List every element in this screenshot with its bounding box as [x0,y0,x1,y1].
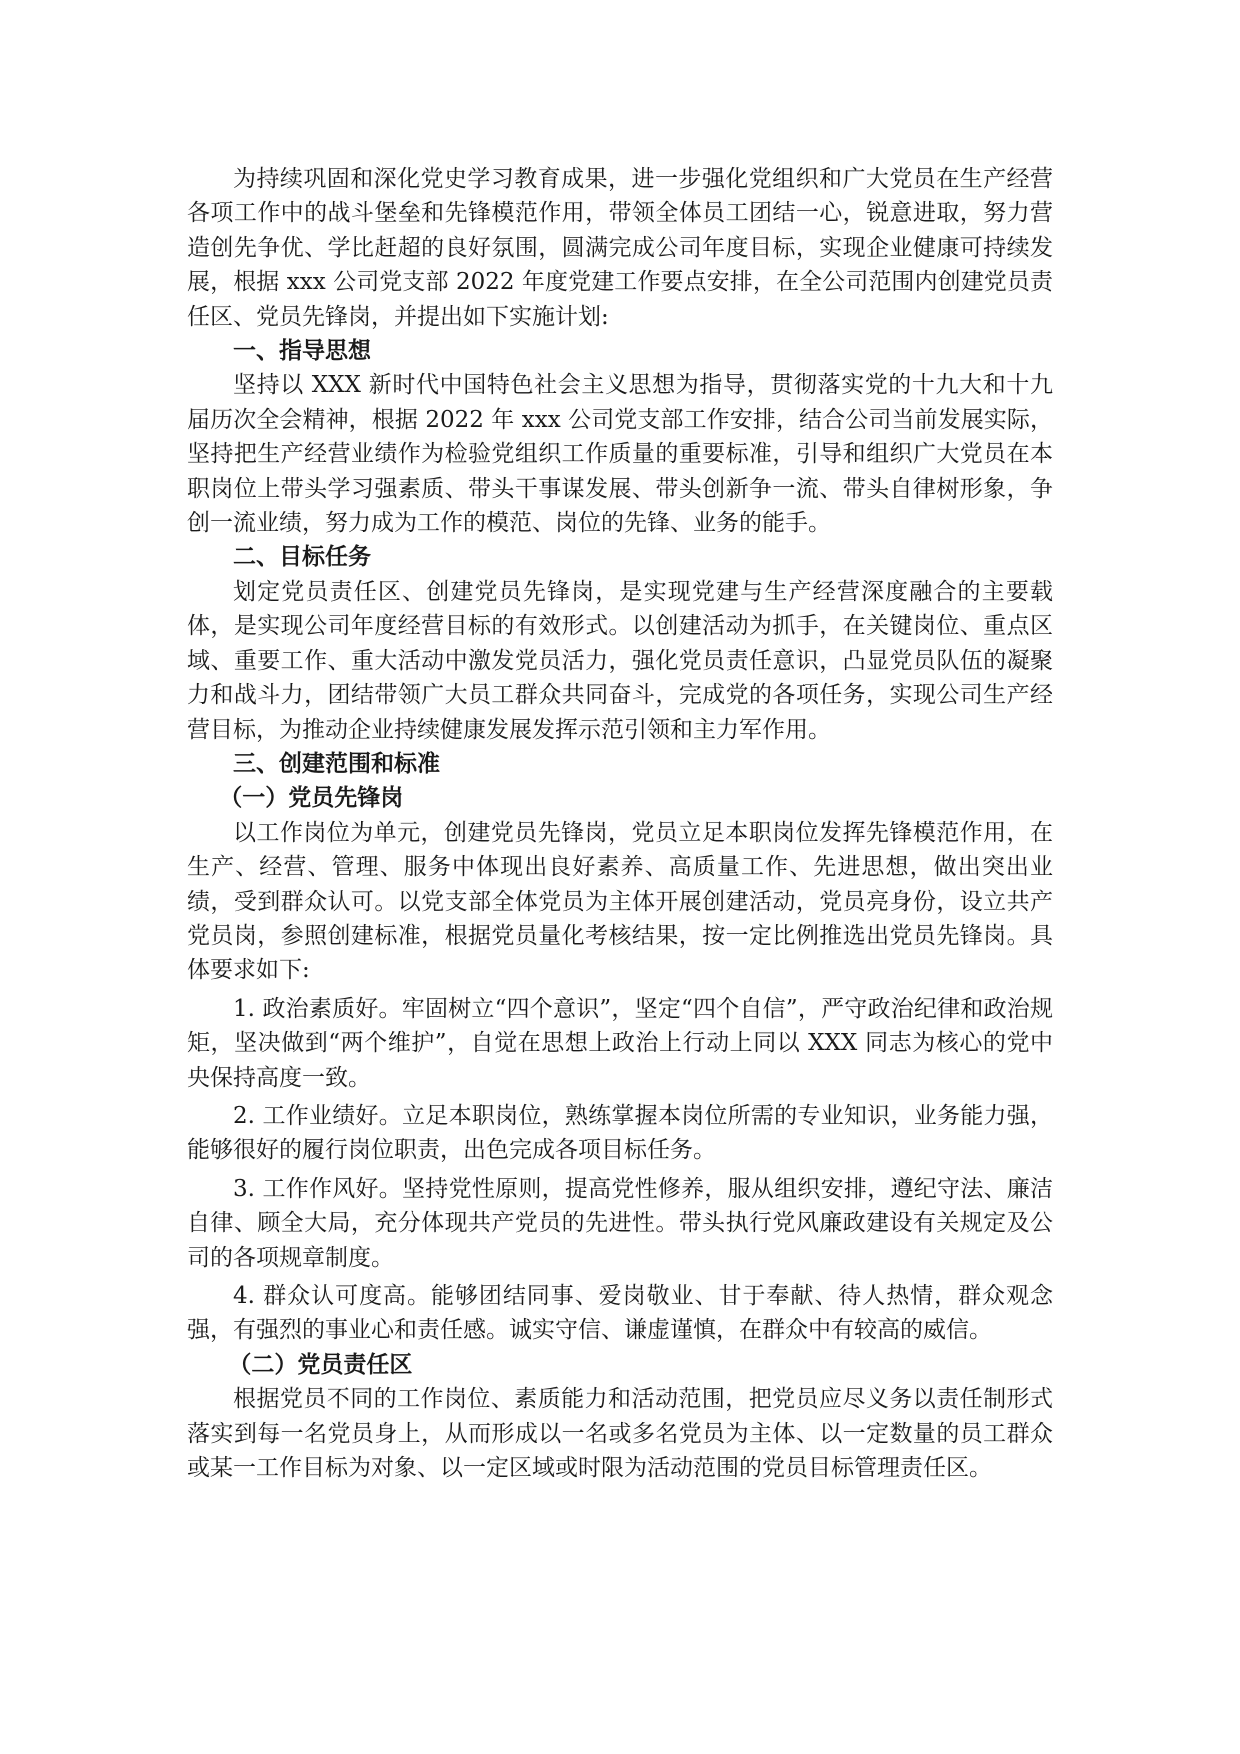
intro-paragraph: 为持续巩固和深化党史学习教育成果，进一步强化党组织和广大党员在生产经营各项工作中的战斗堡垒和先锋模范作用，带领全体员工团结一心，锐意进取，努力营造创先争优、学比赶超的良好氛围，圆满完成公司年度目标，实现企业健康可持续发展，根据 xxx 公司党支部 2022 年度党建工作要点安排，在全公司范围内创建党员责任区、党员先锋岗，并提出如下实施计划: [187,166,1053,330]
requirement-item-political: 1. 政治素质好。牢固树立“四个意识”，坚定“四个自信”，严守政治纪律和政治规矩，坚决做到“两个维护”，自觉在思想上政治上行动上同以 XXX 同志为核心的党中央保持高度一致。 [187,995,1053,1091]
subsection-heading-pioneer-post: （一）党员先锋岗 [219,785,404,812]
requirement-item-work-style: 3. 工作作风好。坚持党性原则，提高党性修养，服从组织安排，遵纪守法、廉洁自律、顾全大局，充分体现共产党员的先进性。带头执行党风廉政建设有关规定及公司的各项规章制度。 [187,1175,1053,1271]
requirement-item-recognition: 4. 群众认可度高。能够团结同事、爱岗敬业、甘于奉献、待人热情，群众观念强，有强烈的事业心和责任感。诚实守信、谦虚谨慎，在群众中有较高的威信。 [187,1283,1053,1344]
section-heading-goals-tasks: 二、目标任务 [233,544,371,571]
pioneer-post-paragraph: 以工作岗位为单元，创建党员先锋岗，党员立足本职岗位发挥先锋模范作用，在生产、经营、管理、服务中体现出良好素养、高质量工作、先进思想，做出突出业绩，受到群众认可。以党支部全体党员为主体开展创建活动，党员亮身份，设立共产党员岗，参照创建标准，根据党员量化考核结果，按一定比例推选出党员先锋岗。具体要求如下: [187,819,1053,984]
requirement-item-performance: 2. 工作业绩好。立足本职岗位，熟练掌握本岗位所需的专业知识，业务能力强，能够很好的履行岗位职责，出色完成各项目标任务。 [187,1102,1053,1164]
section-heading-scope-standards: 三、创建范围和标准 [233,750,440,777]
goals-tasks-paragraph: 划定党员责任区、创建党员先锋岗，是实现党建与生产经营深度融合的主要载体，是实现公司年度经营目标的有效形式。以创建活动为抓手，在关键岗位、重点区域、重要工作、重大活动中激发党员活力，强化党员责任意识，凸显党员队伍的凝聚力和战斗力，团结带领广大员工群众共同奋斗，完成党的各项任务，实现公司生产经营目标，为推动企业持续健康发展发挥示范引领和主力军作用。 [187,578,1053,743]
responsibility-area-paragraph: 根据党员不同的工作岗位、素质能力和活动范围，把党员应尽义务以责任制形式落实到每一名党员身上，从而形成以一名或多名党员为主体、以一定数量的员工群众或某一工作目标为对象、以一定区域或时限为活动范围的党员目标管理责任区。 [187,1386,1053,1482]
section-heading-guiding-thought: 一、指导思想 [233,338,371,365]
guiding-thought-paragraph: 坚持以 XXX 新时代中国特色社会主义思想为指导，贯彻落实党的十九大和十九届历次全会精神，根据 2022 年 xxx 公司党支部工作安排，结合公司当前发展实际，坚持把生产经营业绩作为检验党组织工作质量的重要标准，引导和组织广大党员在本职岗位上带头学习强素质、带头干事谋发展、带头创新争一流、带头自律树形象，争创一流业绩，努力成为工作的模范、岗位的先锋、业务的能手。 [187,372,1053,537]
subsection-heading-responsibility-area: （二）党员责任区 [228,1351,413,1378]
document-body [187,162,1053,1485]
